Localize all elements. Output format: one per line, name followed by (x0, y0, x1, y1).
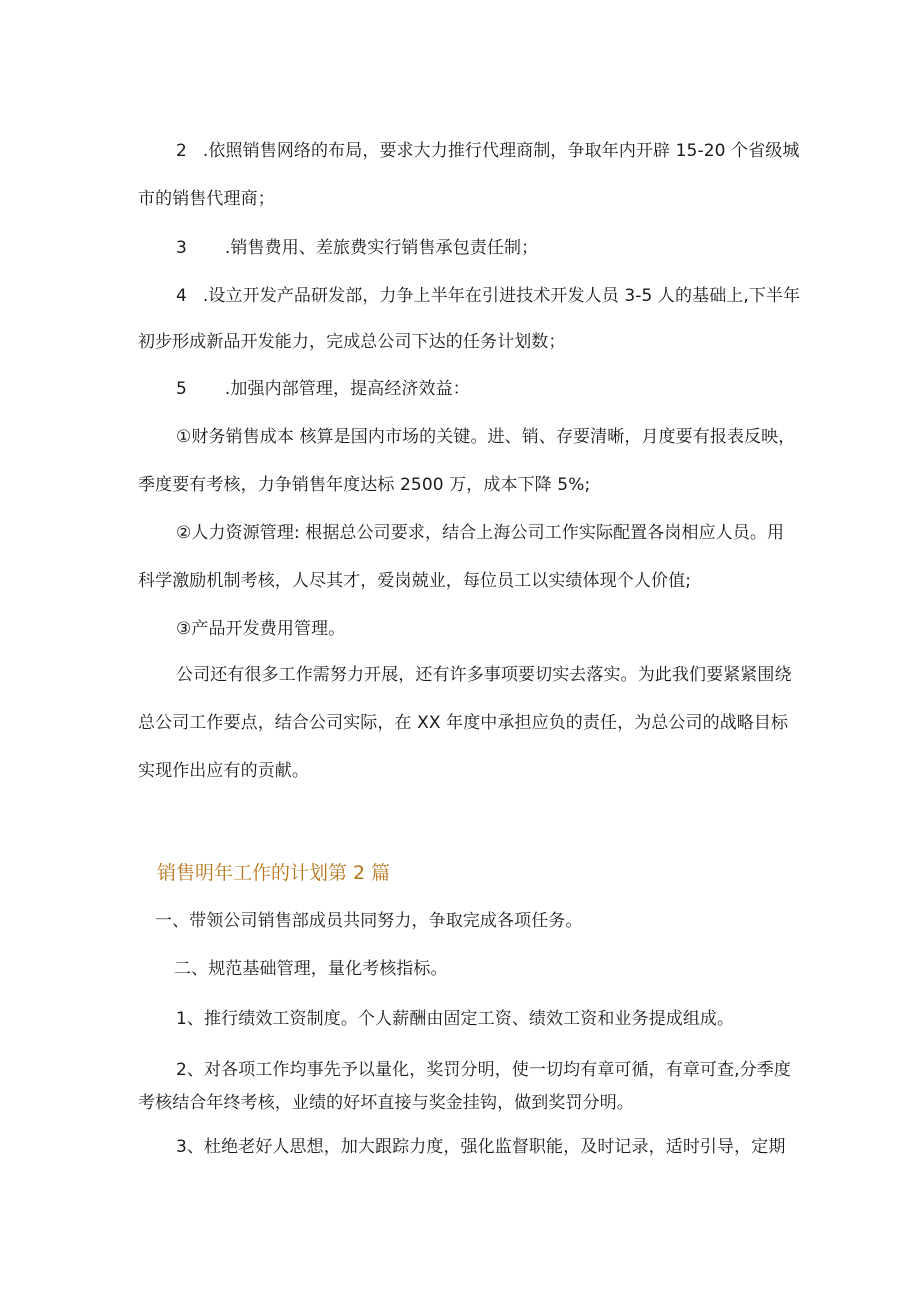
closing-line-1: 公司还有很多工作需努力开展，还有许多事项要切实去落实。为此我们要紧紧围绕 (176, 665, 792, 685)
item-2-number: 2 (176, 141, 187, 161)
item-2-line-1 (176, 140, 799, 162)
closing-line-2: 总公司工作要点，结合公司实际，在 XX 年度中承担应负的责任，为总公司的战略目标 (138, 713, 789, 733)
section-heading: 销售明年工作的计划第 2 篇 (157, 862, 391, 884)
sub-item-2-line-2: 科学激励机制考核，人尽其才，爱岗兢业，每位员工以实绩体现个人价值; (138, 571, 692, 591)
point-2-line: 二、规范基础管理，量化考核指标。 (174, 959, 448, 979)
item-5-number: 5 (176, 379, 187, 399)
sub-item-1-line-2: 季度要有考核，力争销售年度达标 2500 万，成本下降 5%; (138, 475, 591, 495)
item-5-line (176, 378, 470, 400)
item-4-line-1 (176, 285, 800, 307)
sub-point-2-line-1: 2、对各项工作均事先予以量化，奖罚分明，使一切均有章可循，有章可查,分季度 (176, 1060, 791, 1080)
item-2-line-2: 市的销售代理商； (138, 189, 275, 209)
sub-item-3-line: ③产品开发费用管理。 (176, 619, 346, 639)
sub-item-2-line-1: ②人力资源管理: 根据总公司要求，结合上海公司工作实际配置各岗相应人员。用 (176, 523, 785, 543)
sub-point-3-line-1: 3、杜绝老好人思想，加大跟踪力度，强化监督职能，及时记录，适时引导，定期 (176, 1137, 786, 1157)
item-3-text: .销售费用、差旅费实行销售承包责任制； (224, 238, 539, 258)
sub-point-2-line-2: 考核结合年终考核，业绩的好坏直接与奖金挂钩，做到奖罚分明。 (138, 1093, 634, 1113)
item-3-line (176, 237, 538, 259)
sub-point-1-line: 1、推行绩效工资制度。个人薪酬由固定工资、绩效工资和业务提成组成。 (176, 1009, 735, 1029)
item-5-text: .加强内部管理，提高经济效益： (224, 379, 470, 399)
item-3-number: 3 (176, 238, 187, 258)
item-4-line-2: 初步形成新品开发能力，完成总公司下达的任务计划数； (138, 332, 566, 352)
sub-item-1-line-1: ①财务销售成本 核算是国内市场的关键。进、销、存要清晰，月度要有报表反映， (176, 427, 796, 447)
item-4-number: 4 (176, 286, 187, 306)
item-2-text: .依照销售网络的布局，要求大力推行代理商制，争取年内开辟 15-20 个省级城 (202, 141, 800, 161)
closing-line-3: 实现作出应有的贡献。 (138, 761, 309, 781)
item-4-text: .设立开发产品研发部，力争上半年在引进技术开发人员 3-5 人的基础上,下半年 (202, 286, 801, 306)
point-1-line: 一、带领公司销售部成员共同努力，争取完成各项任务。 (155, 911, 583, 931)
